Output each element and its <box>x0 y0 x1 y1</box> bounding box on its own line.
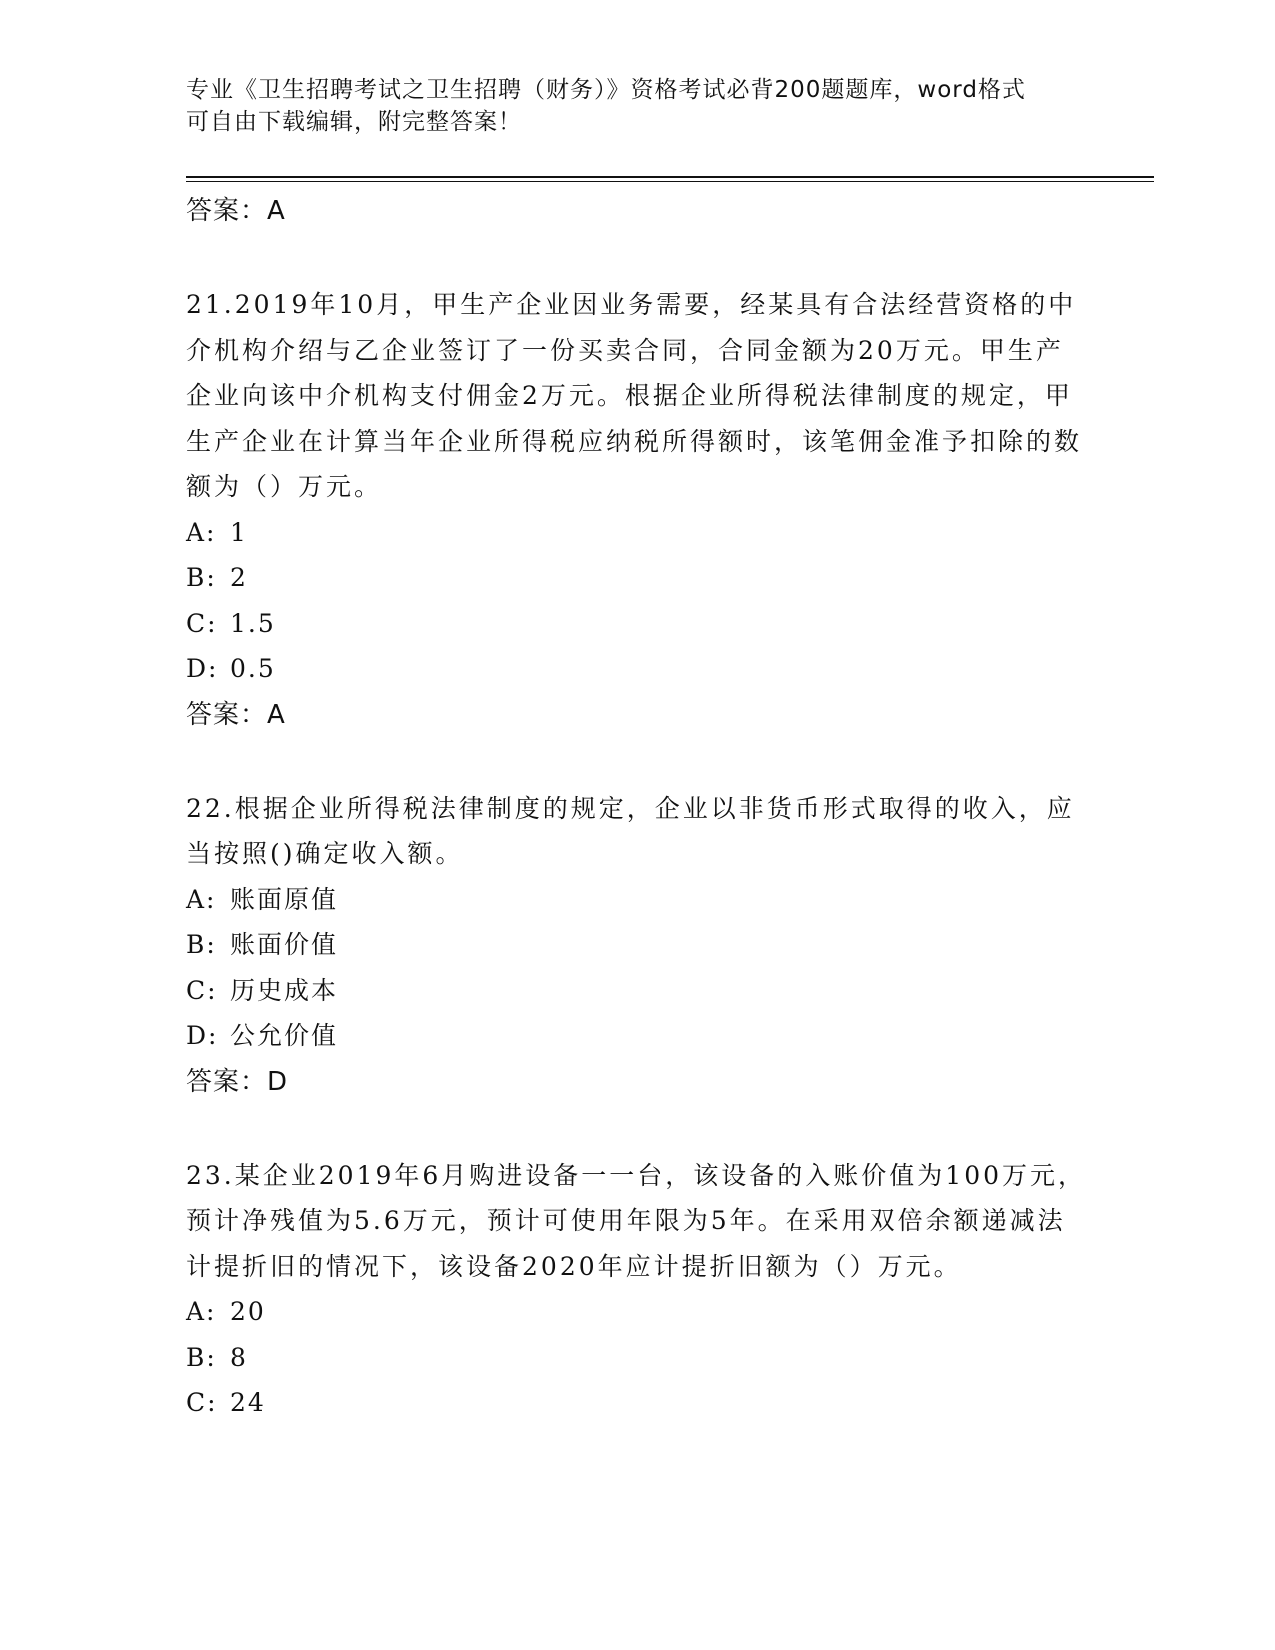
option-label: C: <box>186 1388 218 1417</box>
question-answer: 答案：A <box>186 699 286 730</box>
option-label: A: <box>186 1297 217 1326</box>
question-block <box>186 786 1086 1105</box>
question-answer: 答案：D <box>186 1066 289 1097</box>
document-header <box>186 74 1086 138</box>
option-label: C: <box>186 608 218 638</box>
option-label: C: <box>186 975 218 1005</box>
option-b <box>186 1335 1086 1381</box>
spacer <box>186 234 1086 282</box>
option-label: B: <box>186 1342 217 1372</box>
option-label: D: <box>186 654 219 683</box>
spacer <box>186 738 1086 786</box>
option-value: 账面原值 <box>230 884 339 914</box>
option-d <box>186 1013 1086 1059</box>
option-c <box>186 1380 1086 1426</box>
option-value: 1 <box>230 517 248 547</box>
option-value: 账面价值 <box>230 930 339 959</box>
option-b <box>186 555 1086 601</box>
option-value: 0.5 <box>230 654 276 683</box>
option-value: 历史成本 <box>230 975 339 1005</box>
option-label: D: <box>186 1021 219 1050</box>
option-d <box>186 646 1086 692</box>
option-value: 8 <box>230 1342 248 1372</box>
document-body <box>186 188 1086 1426</box>
option-a <box>186 877 1086 923</box>
option-a <box>186 510 1086 556</box>
option-label: A: <box>186 517 217 547</box>
question-text: 21.2019年10月，甲生产企业因业务需要，经某具有合法经营资格的中介机构介绍与乙企业签订了一份买卖合同，合同金额为20万元。甲生产企业向该中介机构支付佣金2万元。根据企业所得税法律制度的规定，甲生产企业在计算当年企业所得税应纳税所得额时，该笔佣金准予扣除的数额为（）万元。 <box>186 290 1083 501</box>
header-line-2: 可自由下载编辑，附完整答案！ <box>186 109 522 135</box>
option-value: 公允价值 <box>230 1021 339 1050</box>
spacer <box>186 1105 1086 1153</box>
option-b <box>186 922 1086 968</box>
header-divider-thick <box>186 176 1154 178</box>
option-c <box>186 601 1086 647</box>
previous-answer: 答案：A <box>186 196 286 226</box>
option-value: 2 <box>230 563 248 592</box>
option-a <box>186 1289 1086 1335</box>
option-value: 24 <box>230 1388 266 1417</box>
header-divider-thin <box>186 181 1154 182</box>
option-c <box>186 968 1086 1014</box>
option-value: 20 <box>230 1297 266 1326</box>
header-line-1: 专业《卫生招聘考试之卫生招聘（财务）》资格考试必背200题题库，word格式 <box>186 77 1026 103</box>
question-block <box>186 282 1086 738</box>
option-value: 1.5 <box>230 608 276 638</box>
question-text: 23.某企业2019年6月购进设备一一台，该设备的入账价值为100万元，预计净残值为5.6万元，预计可使用年限为5年。在采用双倍余额递减法计提折旧的情况下，该设备2020年应计提折旧额为（）万元。 <box>186 1160 1087 1281</box>
option-label: B: <box>186 563 217 592</box>
question-text: 22.根据企业所得税法律制度的规定，企业以非货币形式取得的收入，应当按照()确定收入额。 <box>186 793 1075 868</box>
option-label: B: <box>186 930 217 959</box>
option-label: A: <box>186 884 217 914</box>
question-block <box>186 1153 1086 1426</box>
